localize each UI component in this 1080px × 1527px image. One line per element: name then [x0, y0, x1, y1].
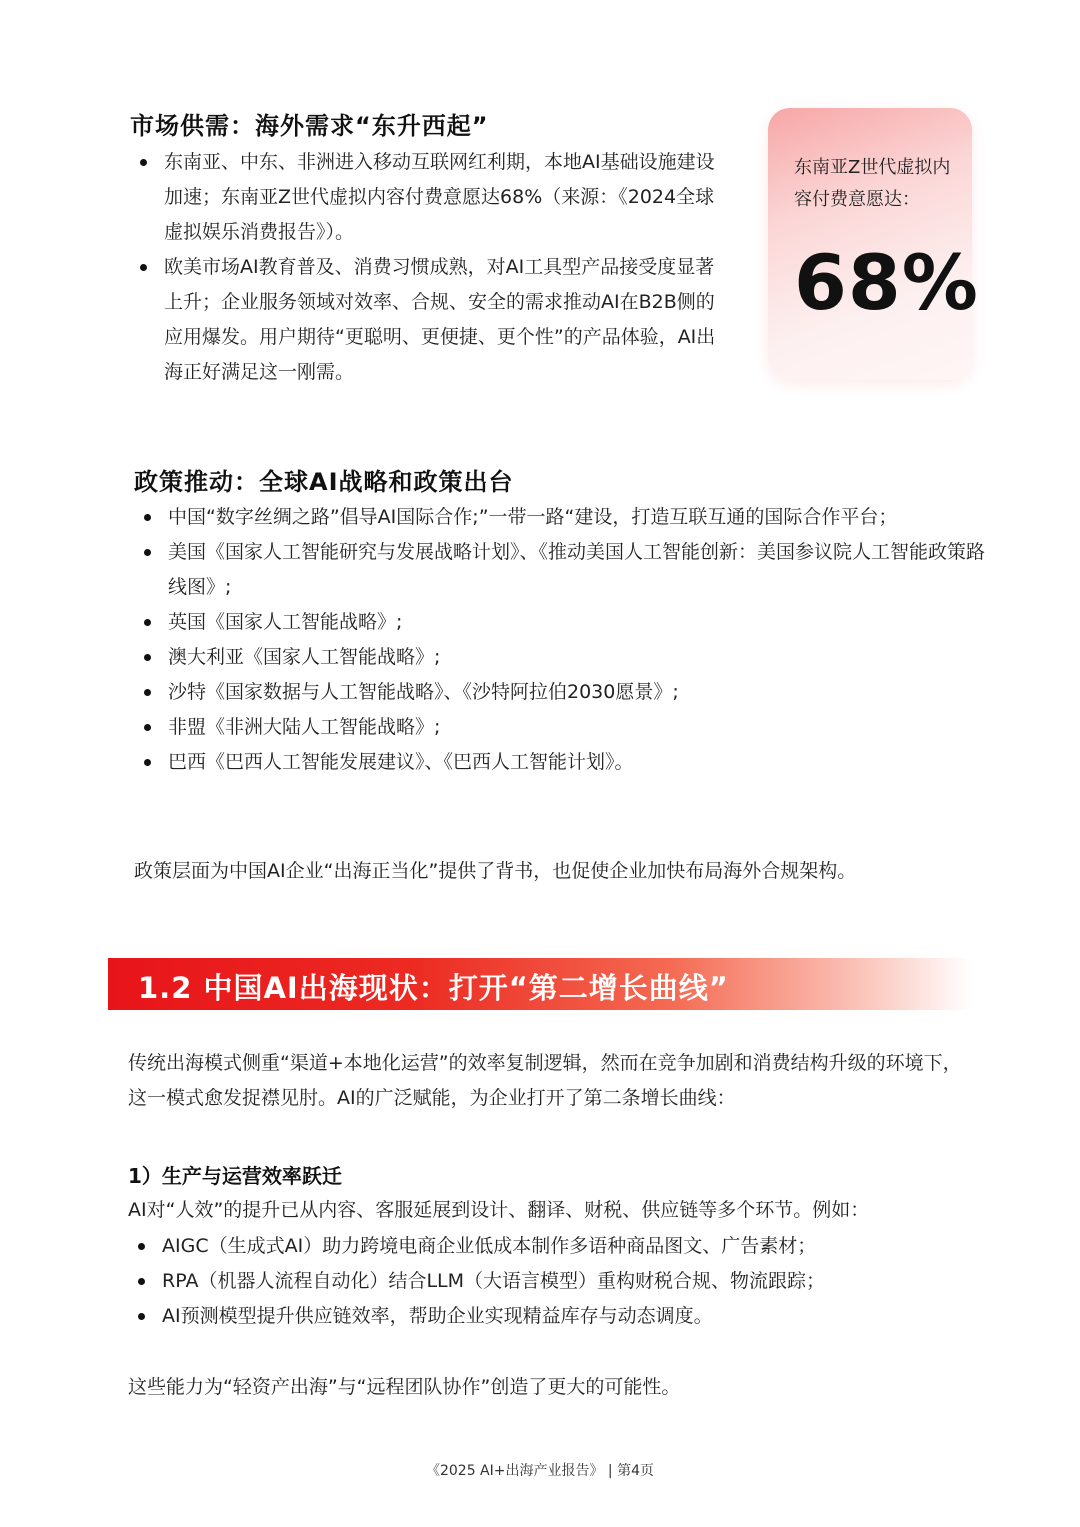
list-item: [136, 710, 986, 745]
section-title: 1.2 中国AI出海现状：打开“第二增长曲线”: [138, 971, 729, 1005]
list-item-text: AIGC（生成式AI）助力跨境电商企业低成本制作多语种商品图文、广告素材；: [162, 1235, 817, 1257]
sub-intro: AI对“人效”的提升已从内容、客服延展到设计、翻译、财税、供应链等多个环节。例如：: [128, 1199, 870, 1221]
bullet-dot-icon: [138, 1243, 145, 1250]
section-banner: [108, 958, 972, 1010]
list-item: [132, 145, 722, 250]
list-item: [136, 675, 986, 710]
list-item: [136, 640, 986, 675]
list-item-text: RPA（机器人流程自动化）结合LLM（大语言模型）重构财税合规、物流跟踪；: [162, 1270, 826, 1292]
bullet-dot-icon: [144, 724, 151, 731]
bullet-dot-icon: [144, 549, 151, 556]
list-item: [130, 1299, 980, 1334]
sub-heading: 1）生产与运营效率跃迁: [128, 1164, 342, 1188]
market-heading: 市场供需：海外需求“东升西起”: [130, 112, 489, 140]
stat-label: 东南亚Z世代虚拟内容付费意愿达：: [794, 157, 951, 210]
list-item-text: 美国《国家人工智能研究与发展战略计划》、《推动美国人工智能创新：美国参议院人工智能政策路线图》;: [168, 541, 986, 598]
closing-text: 这些能力为“轻资产出海”与“远程团队协作”创造了更大的可能性。: [128, 1376, 681, 1398]
list-item-text: 巴西《巴西人工智能发展建议》、《巴西人工智能计划》。: [168, 751, 634, 773]
bullet-dot-icon: [138, 1313, 145, 1320]
list-item-text: 东南亚、中东、非洲进入移动互联网红利期，本地AI基础设施建设加速；东南亚Z世代虚拟内容付费意愿达68%（来源：《2024全球虚拟娱乐消费报告》）。: [164, 151, 715, 243]
list-item-text: 非盟《非洲大陆人工智能战略》;: [168, 716, 441, 738]
policy-summary: 政策层面为中国AI企业“出海正当化”提供了背书，也促使企业加快布局海外合规架构。: [134, 860, 857, 882]
list-item-text: 英国《国家人工智能战略》;: [168, 611, 403, 633]
list-item-text: 欧美市场AI教育普及、消费习惯成熟，对AI工具型产品接受度显著上升；企业服务领域对效率、合规、安全的需求推动AI在B2B侧的应用爆发。用户期待“更聪明、更便捷、更个性”的产品体验，AI出海正好满足这一刚需。: [164, 256, 716, 383]
list-item-text: 中国“数字丝绸之路”倡导AI国际合作;”一带一路“建设，打造互联互通的国际合作平台；: [168, 506, 898, 528]
bullet-dot-icon: [138, 1278, 145, 1285]
list-item-text: 澳大利亚《国家人工智能战略》;: [168, 646, 441, 668]
bullet-dot-icon: [144, 619, 151, 626]
list-item-text: AI预测模型提升供应链效率，帮助企业实现精益库存与动态调度。: [162, 1305, 713, 1327]
stat-card: [768, 108, 979, 380]
bullet-dot-icon: [144, 759, 151, 766]
bullet-dot-icon: [144, 514, 151, 521]
list-item: [136, 605, 986, 640]
list-item: [136, 535, 986, 605]
policy-heading: 政策推动：全球AI战略和政策出台: [134, 468, 514, 496]
bullet-dot-icon: [144, 689, 151, 696]
bullet-dot-icon: [144, 654, 151, 661]
efficiency-bullet-list: [130, 1229, 980, 1334]
policy-bullet-list: [136, 500, 986, 780]
list-item: [136, 500, 986, 535]
bullet-dot-icon: [140, 264, 147, 271]
list-item: [136, 745, 986, 780]
stat-value: 68%: [794, 238, 979, 327]
list-item: [130, 1264, 980, 1299]
bullet-dot-icon: [140, 159, 147, 166]
section-intro: 传统出海模式侧重“渠道+本地化运营”的效率复制逻辑，然而在竞争加剧和消费结构升级的环境下，这一模式愈发捉襟见肘。AI的广泛赋能，为企业打开了第二条增长曲线：: [128, 1052, 962, 1109]
list-item-text: 沙特《国家数据与人工智能战略》、《沙特阿拉伯2030愿景》;: [168, 681, 679, 703]
page-footer: 《2025 AI+出海产业报告》 | 第4页: [425, 1463, 655, 1479]
market-bullet-list: [132, 145, 722, 390]
list-item: [130, 1229, 980, 1264]
list-item: [132, 250, 722, 390]
